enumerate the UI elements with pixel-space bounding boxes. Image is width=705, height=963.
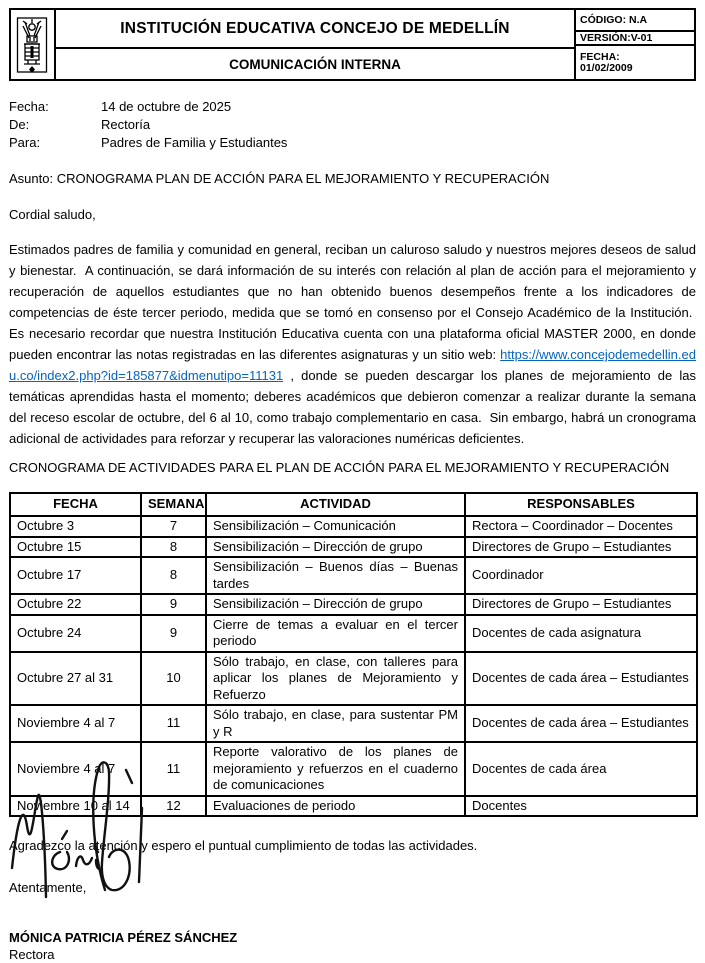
cell-responsables: Docentes de cada área xyxy=(465,742,697,796)
meta-fecha-value: 14 de octubre de 2025 xyxy=(101,99,232,114)
meta-de-value: Rectoría xyxy=(101,117,151,132)
cell-responsables: Directores de Grupo – Estudiantes xyxy=(465,537,697,558)
institution-name: INSTITUCIÓN EDUCATIVA CONCEJO DE MEDELLÍN xyxy=(56,10,574,49)
cell-fecha: Noviembre 10 al 14 xyxy=(10,796,141,817)
cell-fecha: Noviembre 4 al 7 xyxy=(10,742,141,796)
activities-table xyxy=(9,492,698,817)
col-header-semana: SEMANA xyxy=(141,493,206,516)
version-cell: VERSIÓN:V-01 xyxy=(576,32,694,46)
col-header-fecha: FECHA xyxy=(10,493,141,516)
signer-title: Rectora xyxy=(9,947,55,962)
cell-fecha: Octubre 3 xyxy=(10,516,141,537)
cell-fecha: Octubre 27 al 31 xyxy=(10,652,141,706)
cell-fecha: Octubre 22 xyxy=(10,594,141,615)
meta-row-fecha xyxy=(9,98,696,116)
cell-responsables: Directores de Grupo – Estudiantes xyxy=(465,594,697,615)
document-header xyxy=(9,8,696,81)
cell-actividad: Evaluaciones de periodo xyxy=(206,796,465,817)
table-row xyxy=(10,594,697,615)
letter-meta xyxy=(9,98,696,152)
meta-para-label: Para: xyxy=(9,135,41,150)
table-row xyxy=(10,705,697,742)
cell-responsables: Rectora – Coordinador – Docentes xyxy=(465,516,697,537)
cell-semana: 8 xyxy=(141,557,206,594)
cell-actividad: Sensibilización – Dirección de grupo xyxy=(206,594,465,615)
cell-responsables: Docentes de cada asignatura xyxy=(465,615,697,652)
cell-actividad: Sólo trabajo, en clase, para sustentar PM y R xyxy=(206,705,465,742)
closing-line: Agradezco la atención y espero el puntual cumplimiento de todas las actividades. xyxy=(9,838,478,853)
fecha-cell xyxy=(576,46,694,79)
paragraph-text-after-link: , donde se pueden descargar los planes de mejoramiento de las temáticas aprendidas hasta el momento; deberes académicos que debieron comenzar a realizar durante la semana del receso escolar de octubre, del 6 al 10, como trabajo complementario en casa. Sin embargo, habrá un cronograma adicional de actividades para reforzar y recuperar las valoraciones numéricas deficientes. xyxy=(9,368,696,446)
meta-row-para xyxy=(9,134,696,152)
schedule-section-title: CRONOGRAMA DE ACTIVIDADES PARA EL PLAN DE ACCIÓN PARA EL MEJORAMIENTO Y RECUPERACIÓN xyxy=(9,460,670,475)
table-row xyxy=(10,742,697,796)
logo-cell xyxy=(11,10,56,79)
table-row xyxy=(10,652,697,706)
codigo-cell: CÓDIGO: N.A xyxy=(576,10,694,32)
fecha-cell-value: 01/02/2009 xyxy=(580,61,633,74)
cell-semana: 8 xyxy=(141,537,206,558)
table-row xyxy=(10,537,697,558)
cell-fecha: Octubre 15 xyxy=(10,537,141,558)
cell-actividad: Sensibilización – Buenos días – Buenas tardes xyxy=(206,557,465,594)
cell-fecha: Octubre 17 xyxy=(10,557,141,594)
col-header-responsables: RESPONSABLES xyxy=(465,493,697,516)
cell-fecha: Noviembre 4 al 7 xyxy=(10,705,141,742)
document-type-title: COMUNICACIÓN INTERNA xyxy=(229,56,401,72)
meta-fecha-label: Fecha: xyxy=(9,99,49,114)
table-row xyxy=(10,516,697,537)
cell-actividad: Reporte valorativo de los planes de mejoramiento y refuerzos en el cuaderno de comunicaciones xyxy=(206,742,465,796)
cell-semana: 9 xyxy=(141,615,206,652)
header-title-cell xyxy=(56,10,576,79)
cell-semana: 10 xyxy=(141,652,206,706)
farewell-line: Atentamente, xyxy=(9,880,87,895)
cell-semana: 12 xyxy=(141,796,206,817)
body-paragraph xyxy=(9,239,696,449)
paragraph-text-before-link: Estimados padres de familia y comunidad en general, reciban un caluroso saludo y nuestros mejores deseos de salud y bienestar. A continuación, se dará información de su interés con relación al plan de acción para el mejoramiento y recuperación de aquellos estudiantes que no han obtenido buenos desempeños frente a los indicadores de competencias de éste tercer periodo, medida que se tomó en consenso por el Consejo Académico de la Institución. Es necesario recordar que nuestra Institución Educativa cuenta con una plataforma oficial MASTER 2000, en donde pueden encontrar las notas registradas en las diferentes asignaturas y un sitio web: xyxy=(9,242,696,362)
table-row xyxy=(10,796,697,817)
cell-semana: 11 xyxy=(141,705,206,742)
cell-responsables: Docentes xyxy=(465,796,697,817)
cell-semana: 11 xyxy=(141,742,206,796)
table-row xyxy=(10,615,697,652)
meta-de-label: De: xyxy=(9,117,30,132)
website-link[interactable]: https://www.concejodemedellin.edu.co/index2.php?id=185877&idmenutipo=11131 xyxy=(9,347,696,383)
cell-actividad: Sólo trabajo, en clase, con talleres para aplicar los planes de Mejoramiento y Refuerzo xyxy=(206,652,465,706)
cell-responsables: Docentes de cada área – Estudiantes xyxy=(465,652,697,706)
table-row xyxy=(10,557,697,594)
cell-actividad: Sensibilización – Dirección de grupo xyxy=(206,537,465,558)
cell-fecha: Octubre 24 xyxy=(10,615,141,652)
greeting-line: Cordial saludo, xyxy=(9,207,96,222)
document-page xyxy=(0,8,705,962)
subject-line: Asunto: CRONOGRAMA PLAN DE ACCIÓN PARA EL MEJORAMIENTO Y RECUPERACIÓN xyxy=(9,171,550,186)
fecha-cell-label: FECHA: xyxy=(580,50,620,63)
signer-name: MÓNICA PATRICIA PÉREZ SÁNCHEZ xyxy=(9,930,238,945)
cell-actividad: Cierre de temas a evaluar en el tercer periodo xyxy=(206,615,465,652)
cell-responsables: Coordinador xyxy=(465,557,697,594)
table-header-row xyxy=(10,493,697,516)
cell-semana: 7 xyxy=(141,516,206,537)
school-crest-icon xyxy=(16,14,50,76)
cell-actividad: Sensibilización – Comunicación xyxy=(206,516,465,537)
cell-semana: 9 xyxy=(141,594,206,615)
col-header-actividad: ACTIVIDAD xyxy=(206,493,465,516)
header-code-column xyxy=(576,10,694,79)
meta-row-de xyxy=(9,116,696,134)
cell-responsables: Docentes de cada área – Estudiantes xyxy=(465,705,697,742)
meta-para-value: Padres de Familia y Estudiantes xyxy=(101,135,288,150)
